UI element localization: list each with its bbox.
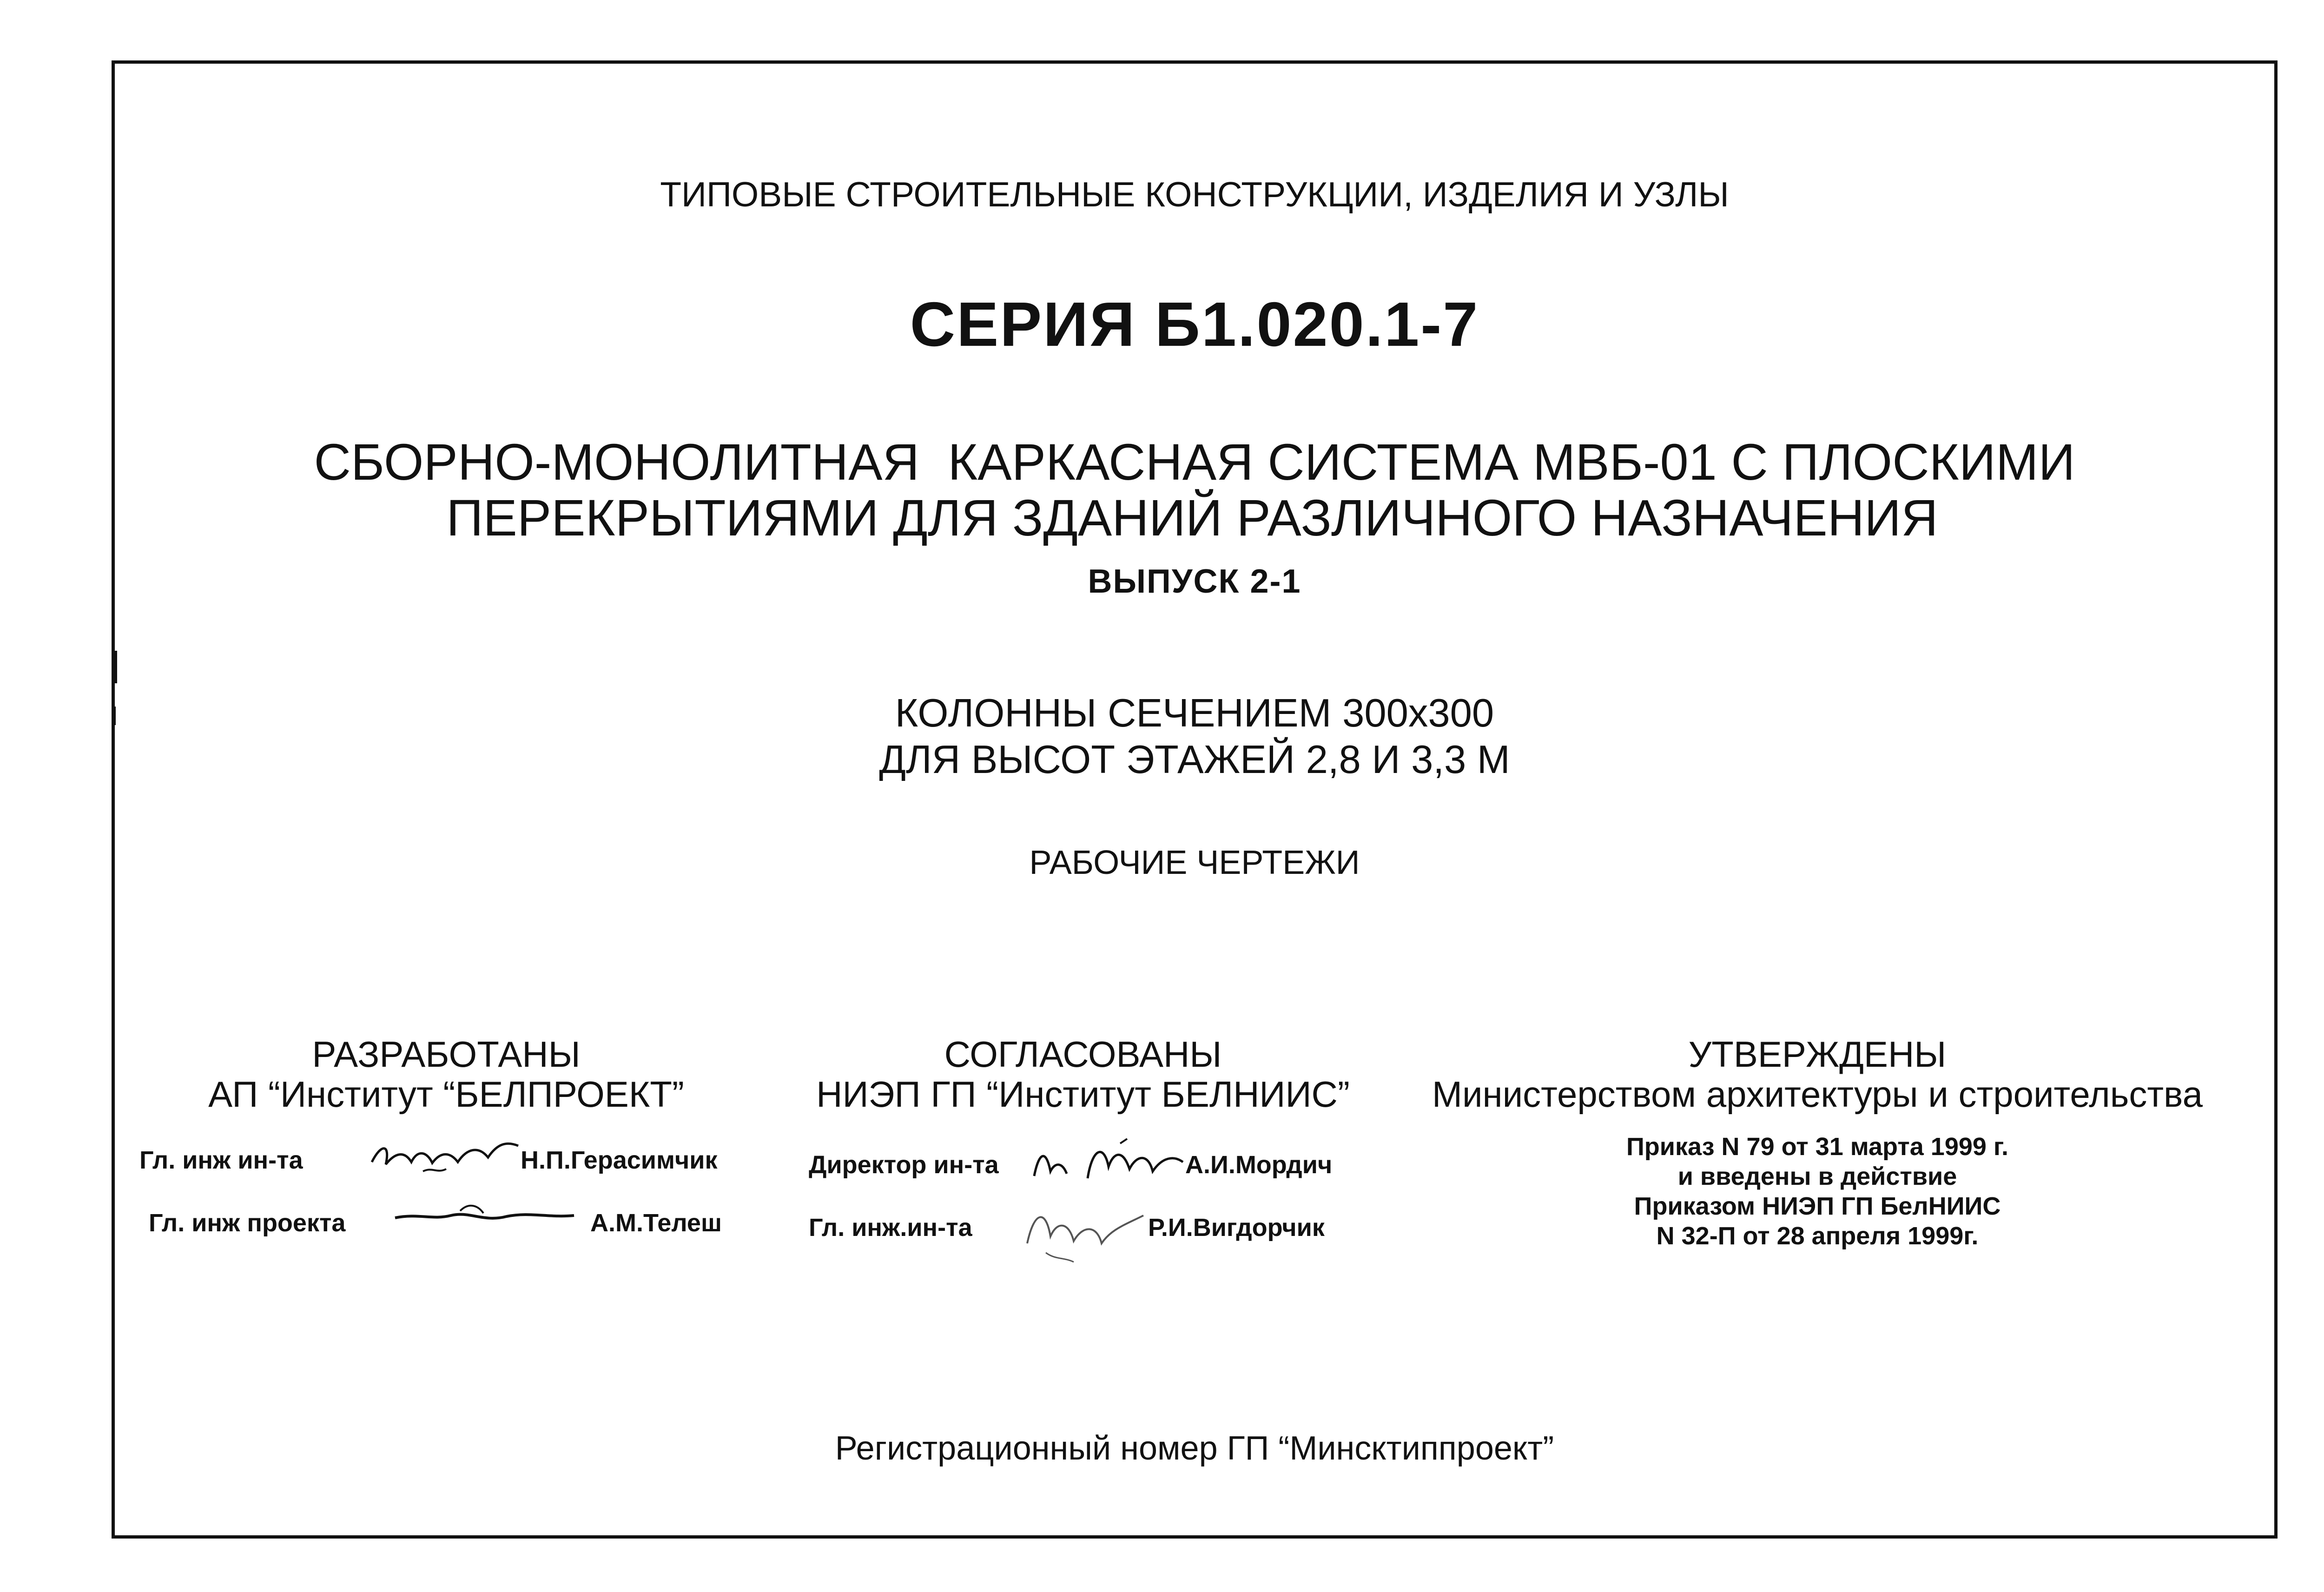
agreed-heading: СОГЛАСОВАНЫ — [944, 1034, 1222, 1075]
agreed-block — [781, 1034, 1385, 1114]
series-title: СЕРИЯ Б1.020.1-7 — [910, 289, 1479, 359]
signer-name: Н.П.Герасимчик — [521, 1146, 718, 1174]
subtitle-line-1: КОЛОННЫ СЕЧЕНИЕМ 300х300 — [895, 691, 1494, 735]
developed-organization: АП “Институт “БЕЛПРОЕКТ” — [208, 1074, 684, 1115]
signer-row — [809, 1150, 1367, 1183]
developed-block — [125, 1034, 767, 1114]
handwritten-signature — [1027, 1134, 1185, 1195]
handwritten-signature — [367, 1130, 521, 1185]
handwritten-signature — [390, 1192, 576, 1239]
developed-heading: РАЗРАБОТАНЫ — [312, 1034, 581, 1075]
main-title-line-1: СБОРНО-МОНОЛИТНАЯ КАРКАСНАЯ СИСТЕМА МВБ-01 С ПЛОСКИМИ — [314, 434, 2075, 491]
signer-role: Гл. инж ин-та — [139, 1146, 303, 1174]
signer-role: Гл. инж проекта — [149, 1209, 346, 1237]
signer-row — [809, 1213, 1367, 1246]
signer-row — [149, 1209, 772, 1241]
approved-block — [1385, 1034, 2250, 1114]
signer-row — [139, 1146, 772, 1178]
approval-detail-line: Приказом НИЭП ГП БелНИИС — [1634, 1192, 2001, 1220]
signer-role: Директор ин-та — [809, 1151, 999, 1179]
signer-name: А.И.Мордич — [1185, 1151, 1333, 1179]
top-heading: ТИПОВЫЕ СТРОИТЕЛЬНЫЕ КОНСТРУКЦИИ, ИЗДЕЛИЯ И УЗЛЫ — [660, 175, 1729, 214]
main-title-line-2: ПЕРЕКРЫТИЯМИ ДЛЯ ЗДАНИЙ РАЗЛИЧНОГО НАЗНАЧЕНИЯ — [446, 489, 1938, 547]
approved-organization: Министерством архитектуры и строительства — [1432, 1074, 2203, 1115]
signer-role: Гл. инж.ин-та — [809, 1214, 972, 1242]
approval-detail-line: N 32-П от 28 апреля 1999г. — [1656, 1222, 1979, 1250]
registration-number: Регистрационный номер ГП “Минсктиппроект” — [835, 1430, 1554, 1467]
issue-label: ВЫПУСК 2-1 — [1088, 563, 1301, 600]
title-sheet-frame — [112, 60, 2278, 1539]
scan-mark — [113, 651, 117, 683]
approved-heading: УТВЕРЖДЕНЫ — [1688, 1034, 1947, 1075]
approval-details — [1385, 1132, 2250, 1251]
signer-name: Р.И.Вигдорчик — [1148, 1214, 1325, 1242]
handwritten-signature — [1018, 1197, 1148, 1267]
main-title — [112, 435, 2278, 546]
approval-detail-line: Приказ N 79 от 31 марта 1999 г. — [1626, 1133, 2009, 1161]
subtitle-line-2: ДЛЯ ВЫСОТ ЭТАЖЕЙ 2,8 И 3,3 М — [879, 738, 1510, 782]
subtitle — [112, 690, 2278, 783]
agreed-organization: НИЭП ГП “Институт БЕЛНИИС” — [816, 1074, 1350, 1115]
signer-name: А.М.Телеш — [590, 1209, 722, 1237]
drawings-label: РАБОЧИЕ ЧЕРТЕЖИ — [1029, 844, 1360, 881]
approval-detail-line: и введены в действие — [1677, 1163, 1957, 1190]
